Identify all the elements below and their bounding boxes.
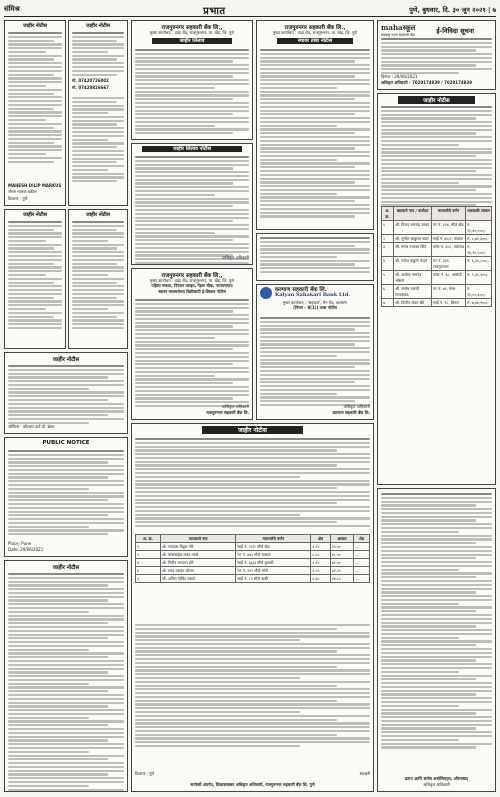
table-body <box>136 543 370 583</box>
office-line: ऑफिस - कौशल्य दावे प्रो. ब्रेकर <box>8 424 55 430</box>
place-label: ठिकाण : पुणे <box>8 196 28 202</box>
notice-title: (नियम - 8(1)) ताबा नोटीस <box>293 304 337 310</box>
notice-title: जाहीर नोटीस <box>52 357 80 363</box>
table-cell: ५ <box>136 575 161 583</box>
table-body <box>382 221 492 307</box>
notice-body <box>135 156 249 265</box>
notice-title: जाहीर नोटीस <box>85 212 110 218</box>
table-cell: रु. १४,१०,५००/- <box>466 243 492 257</box>
table-cell: श्री. विजय रामचंद्र जाधव <box>394 221 432 235</box>
table-cell: गट नं. २११ मौजे भोसे <box>236 567 311 575</box>
table-row <box>382 257 492 271</box>
table-cell: ४२.०० <box>330 559 354 567</box>
table-continued <box>381 493 492 750</box>
notice-body <box>8 573 124 792</box>
bank-name-mr: कल्याण सहकारी बँक लि. <box>275 286 327 293</box>
table-cell: सर्व्हे नं. ८९ मौजे वाकी <box>236 575 311 583</box>
table-cell: श्री. अनिल गोविंद लांडगे <box>160 575 235 583</box>
bank-header <box>257 285 373 301</box>
table-cell: २५.०० <box>330 543 354 551</box>
footer-name: प्रताप आणि संतोष असोसिएट्स, औरंगाबाद <box>404 776 469 782</box>
col-header: अ. क्र. <box>136 535 161 543</box>
col2-auction-notice <box>131 143 253 265</box>
bank2-heading: स्थावर मालमत्तेच्या विक्रीसाठी ई-लिलाव नोटीस <box>158 288 226 294</box>
signature-bank: कल्याण सहकारी बँक लि. <box>332 410 370 416</box>
bank2-subtitle: मुख्य कार्यालय : वाडा रोड, राजगुरुनगर, ता. खेड, जि. पुणे <box>149 278 235 283</box>
table-cell: ६ <box>382 285 394 299</box>
table-cell: गट नं. १२४, मौजे खेड <box>432 221 466 235</box>
notice-body <box>8 365 124 426</box>
notice-title: ई-निविदा सूचना <box>436 27 475 36</box>
table-row <box>136 551 370 559</box>
date-line: पुणे, बुधवार, दि. ३० जून २०२१ | ७ <box>409 6 496 14</box>
col-header: थकबाकी रक्कम <box>466 207 492 221</box>
col-header: मालमत्तेचे वर्णन <box>432 207 466 221</box>
date-label: दिनांक : 29/06/2021 <box>381 74 418 80</box>
notice-title: स्थावर ताबा नोटीस <box>277 38 353 44</box>
table-cell: ०.८० <box>311 551 330 559</box>
table-cell: श्री. शरद यशवंत थोरात <box>160 567 235 575</box>
land-table-wrap <box>135 534 370 583</box>
notice-title: जाहीर नोटीस <box>398 96 475 104</box>
footer-place: ठिकाण : पुणे <box>135 771 155 777</box>
table-cell: १८.५० <box>330 551 354 559</box>
col4-property-notice <box>377 93 496 485</box>
table-row <box>382 243 492 257</box>
notice-body <box>8 450 124 537</box>
table-cell: रु. १२,४५,०००/- <box>466 221 492 235</box>
col4-etender <box>377 20 496 90</box>
notice-body <box>135 438 370 529</box>
col-header: मालमत्तेचे वर्णन <box>236 535 311 543</box>
masthead <box>4 3 496 17</box>
table-cell: रु. ११,०५,६००/- <box>466 285 492 299</box>
address-line: MAHESH DILIP MARKUS <box>8 183 62 189</box>
notice-title: जाहीर नोटीस <box>202 426 303 434</box>
table-cell: — <box>354 559 370 567</box>
table-row <box>382 235 492 243</box>
notice-body <box>135 49 249 136</box>
notice-body <box>72 32 124 77</box>
notice-title: जाहीर नोटीस <box>85 23 110 29</box>
table-cell: ३ <box>136 559 161 567</box>
english-date: Date: 29/06/2021 <box>8 547 44 553</box>
newspaper-logo: प्रभात <box>203 5 226 17</box>
table-cell: गट नं. ३३१, राजगुरुनगर <box>432 257 466 271</box>
bank-address: मुख्य कार्यालय : 'सहकार', मेन रोड, कल्याण <box>282 300 348 305</box>
table-cell: १४.८० <box>330 575 354 583</box>
table-header-row <box>382 207 492 221</box>
signature-line: अधिकृत अधिकारी - 7020174839 / 7020174839 <box>381 80 472 86</box>
notice-body <box>8 32 62 164</box>
bank-title: राजगुरुनगर सहकारी बँक लि., <box>284 25 346 31</box>
col1b-notice-lower <box>4 560 128 792</box>
table-cell: १.२० <box>311 543 330 551</box>
table-cell: ७ <box>382 299 394 307</box>
table-cell: २ <box>382 235 394 243</box>
table-cell: २.१० <box>311 559 330 567</box>
table-row <box>382 271 492 285</box>
bank-name-en: Kalyan Sahakari Bank Ltd. <box>275 292 351 298</box>
table-cell: श्री. दिलीप शंकर खैरे <box>394 299 432 307</box>
advocate-label: जंगल मालक वकील <box>8 189 37 195</box>
notice-body <box>260 49 370 219</box>
table-cell: १ <box>136 543 161 551</box>
bank-title: राजगुरुनगर सहकारी बँक लि., <box>161 25 223 31</box>
signature: अधिकृत अधिकारी <box>343 404 370 410</box>
signature-bank: राजगुरुनगर सहकारी बँक लि. <box>206 410 249 416</box>
table-cell: १.५५ <box>311 567 330 575</box>
table-cell: गट नं. ४४५ मौजे चाकण <box>236 551 311 559</box>
table-cell: श्री. नितीन भगवान ढोरे <box>160 559 235 567</box>
table-cell: सर्व्हे नं. ९८, शिरूर <box>432 299 466 307</box>
bank2-title: राजगुरुनगर सहकारी बँक लि., <box>161 273 223 279</box>
table-row <box>136 567 370 575</box>
col2-bank-notice <box>131 20 253 140</box>
table-row <box>382 285 492 299</box>
table-cell: सौ. मंगल दत्तात्रय शिंदे <box>394 243 432 257</box>
table-cell: ३१.२० <box>330 567 354 575</box>
table-lines <box>260 237 370 275</box>
notice-body-2 <box>135 624 370 749</box>
table-cell: फ्लॅट नं. ३०२, तळेगाव <box>432 243 466 257</box>
col-header: मालकाचे नाव <box>160 535 235 543</box>
table-cell: — <box>354 551 370 559</box>
table-cell: रु. ७,४४,९००/- <box>466 299 492 307</box>
auction-title: जाहीर लिलाव नोटीस <box>142 146 242 152</box>
table-cell: सर्व्हे नं. ६७/३ मौजे कुरुळी <box>236 559 311 567</box>
table-cell: प्लॉट नं. १८, आळंदी <box>432 271 466 285</box>
footer-note: सरफेसी अंतर्गत, लिलावाबाबत अधिकृत अधिकारी, राजगुरुनगर सहकारी बँक लि. पुणे <box>190 782 315 788</box>
land-table <box>135 534 370 583</box>
table-cell: सर्व्हे नं. १२/१ मौजे खेड <box>236 543 311 551</box>
property-table-wrap <box>381 206 492 307</box>
col1-notice4 <box>68 209 128 349</box>
col-header: खात्याचे नाव / कर्जदार <box>394 207 432 221</box>
table-cell: रु. ८,७२,३००/- <box>466 235 492 243</box>
notice-body <box>381 38 492 76</box>
section-label: संमिश्र <box>4 5 20 13</box>
table-cell: २ <box>136 551 161 559</box>
table-row <box>136 543 370 551</box>
footer-signature: स्वाक्षरी <box>359 771 370 777</box>
table-header-row <box>136 535 370 543</box>
signature: प्राधिकृत अधिकारी <box>222 255 249 261</box>
notice-body <box>381 106 492 208</box>
table-row <box>136 559 370 567</box>
bank2-branch: पहिला मजला, निरंजन प्लाझा, नेहरू चौक, नारायणगाव <box>151 282 233 288</box>
table-cell: श्री. बाबासाहेब शंकर नवले <box>160 551 235 559</box>
col-header: आकार <box>330 535 354 543</box>
bank-logo-icon <box>260 287 272 299</box>
brand-subtitle: महाराष्ट्र राज्य सहकारी बँक <box>381 33 415 37</box>
table-cell: श्री. संतोष मारुती गायकवाड <box>394 285 432 299</box>
bank-subtitle: मुख्य कार्यालय : वाडा रोड, राजगुरुनगर, ता. खेड, जि. पुणे <box>149 30 235 35</box>
notice-title: जाहीर नोटीस <box>52 565 80 571</box>
table-cell: श्री. अशोक नामदेव भोसले <box>394 271 432 285</box>
table-cell: श्री. गणेश पांडुरंग कदम <box>394 257 432 271</box>
table-cell: सर्व्हे नं. ४५/२, चाकण <box>432 235 466 243</box>
col-header: अ. क्र. <box>382 207 394 221</box>
phone-1: मो. 07420726002 <box>72 78 109 83</box>
english-place: Place: Pune <box>8 541 32 547</box>
table-cell: — <box>354 543 370 551</box>
notice-body <box>8 221 62 331</box>
col1-notice3 <box>4 209 66 349</box>
table-cell: १ <box>382 221 394 235</box>
table-cell: गट नं. ७२, मंचर <box>432 285 466 299</box>
col3-possession-notice <box>256 20 374 230</box>
table-cell: रु. ६,५५,८००/- <box>466 257 492 271</box>
table-cell: ५ <box>382 271 394 285</box>
table-cell: ०.६५ <box>311 575 330 583</box>
col2-bank2-notice <box>131 268 253 420</box>
table-cell: ४ <box>136 567 161 575</box>
col1-notice2 <box>68 20 128 206</box>
table-cell: श्री. सुनील बाबुराव पवार <box>394 235 432 243</box>
notice-body-2 <box>72 97 124 184</box>
table-cell: ४ <box>382 257 394 271</box>
notice-body <box>260 317 370 408</box>
english-title: PUBLIC NOTICE <box>42 440 90 446</box>
table-cell: ३ <box>382 243 394 257</box>
brand-name: mahaस्कूल <box>381 23 416 32</box>
col4-continued <box>377 488 496 792</box>
table-cell: श्री. रामदास विठ्ठल गोरे <box>160 543 235 551</box>
table-cell: — <box>354 575 370 583</box>
col3-kalyan-notice <box>256 284 374 420</box>
col1-notice1 <box>4 20 66 206</box>
notice-title: जाहीर नोटीस <box>22 212 47 218</box>
property-table <box>381 206 492 307</box>
col1b-public-notice <box>4 437 128 557</box>
phone-2: मो. 07420826667 <box>72 85 109 90</box>
notice-title: जाहीर लिलाव <box>152 38 232 44</box>
table-row <box>136 575 370 583</box>
table-cell: रु. ९,३०,२००/- <box>466 271 492 285</box>
bank-subtitle: मुख्य कार्यालय : वाडा रोड, राजगुरुनगर, ता. खेड, जि. पुणे <box>272 30 358 35</box>
col1b-notice <box>4 352 128 434</box>
signature: प्राधिकृत अधिकारी <box>222 404 249 410</box>
table-row <box>382 299 492 307</box>
col3-table-block <box>256 233 374 281</box>
table-cell: — <box>354 567 370 575</box>
notice-body <box>135 299 249 409</box>
bottom-wide-notice <box>131 423 374 792</box>
col-header: शेरा <box>354 535 370 543</box>
notice-body <box>72 221 124 331</box>
footer-sub: अधिकृत अधिकारी <box>423 782 450 788</box>
col-header: क्षेत्र <box>311 535 330 543</box>
notice-title: जाहीर नोटीस <box>22 23 47 29</box>
brand-logo <box>381 23 415 38</box>
table-row <box>382 221 492 235</box>
